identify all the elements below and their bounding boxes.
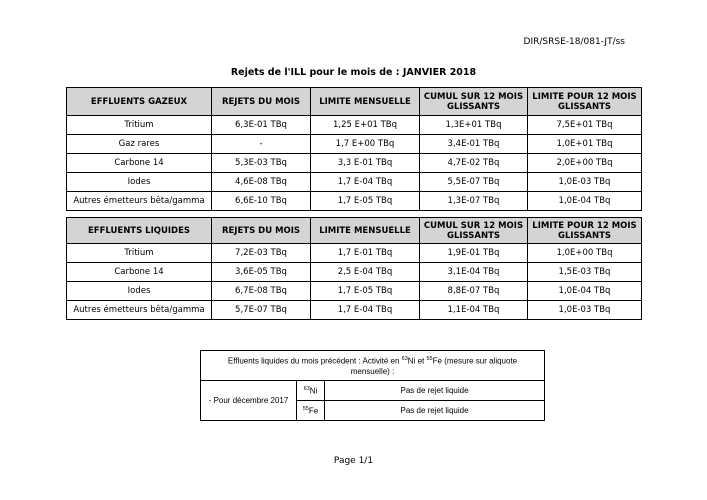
table-cell: 1,7 E-04 TBq [311, 173, 420, 192]
table-cell: 7,2E-03 TBq [212, 244, 311, 263]
table-cell: 1,0E-04 TBq [528, 192, 642, 211]
table-cell: 1,7 E-05 TBq [311, 282, 420, 301]
liquid-header-cell: LIMITE POUR 12 MOIS GLISSANTS [528, 218, 642, 244]
table-cell: Carbone 14 [67, 263, 212, 282]
document-reference: DIR/SRSE-18/081-JT/ss [523, 37, 625, 47]
table-row [67, 263, 642, 282]
fe-symbol: Fe [432, 356, 442, 366]
table-cell: 4,7E-02 TBq [420, 154, 528, 173]
table-cell: 1,3E-07 TBq [420, 192, 528, 211]
table-row [67, 135, 642, 154]
note-and: et [417, 356, 425, 366]
table-cell: 5,3E-03 TBq [212, 154, 311, 173]
note-heading [201, 351, 545, 381]
liquid-header-cell: REJETS DU MOIS [212, 218, 311, 244]
table-cell: 1,0E-04 TBq [528, 282, 642, 301]
table-cell: 5,7E-07 TBq [212, 301, 311, 320]
table-row [67, 301, 642, 320]
gaseous-header-cell: LIMITE MENSUELLE [311, 88, 420, 116]
table-cell: Iodes [67, 173, 212, 192]
page-number: Page 1/1 [333, 456, 374, 466]
table-row [67, 244, 642, 263]
table-cell: 8,8E-07 TBq [420, 282, 528, 301]
gaseous-header-row [67, 88, 642, 116]
ni-mass-number: 63 [401, 355, 408, 362]
table-cell: - [212, 135, 311, 154]
table-cell: 1,0E+01 TBq [528, 135, 642, 154]
table-cell: 3,4E-01 TBq [420, 135, 528, 154]
table-cell: 2,0E+00 TBq [528, 154, 642, 173]
table-cell: Autres émetteurs bêta/gamma [67, 301, 212, 320]
gaseous-header-cell: CUMUL SUR 12 MOIS GLISSANTS [420, 88, 528, 116]
gaseous-effluents-table [66, 87, 642, 211]
liquid-header-row [67, 218, 642, 244]
table-cell: 1,0E-03 TBq [528, 301, 642, 320]
liquid-header-cell: EFFLUENTS LIQUIDES [67, 218, 212, 244]
table-cell: 1,25 E+01 TBq [311, 116, 420, 135]
gaseous-header-cell: LIMITE POUR 12 MOIS GLISSANTS [528, 88, 642, 116]
table-cell: 7,5E+01 TBq [528, 116, 642, 135]
table-cell: 1,5E-03 TBq [528, 263, 642, 282]
ni-symbol: Ni [407, 356, 416, 366]
table-cell: 3,1E-04 TBq [420, 263, 528, 282]
table-cell: 1,7 E-05 TBq [311, 192, 420, 211]
table-cell: 1,9E-01 TBq [420, 244, 528, 263]
table-row [67, 192, 642, 211]
table-cell: Iodes [67, 282, 212, 301]
note-suffix: (mesure sur aliquote mensuelle) : [350, 356, 518, 377]
table-cell: Carbone 14 [67, 154, 212, 173]
table-cell: 4,6E-08 TBq [212, 173, 311, 192]
fe-mass-number: 55 [426, 355, 433, 362]
table-cell: 6,6E-10 TBq [212, 192, 311, 211]
fe-value: Pas de rejet liquide [325, 401, 545, 421]
table-row [67, 154, 642, 173]
table-cell: 3,6E-05 TBq [212, 263, 311, 282]
gaseous-header-cell: EFFLUENTS GAZEUX [67, 88, 212, 116]
liquid-header-cell: LIMITE MENSUELLE [311, 218, 420, 244]
table-cell: 1,7 E+00 TBq [311, 135, 420, 154]
liquid-header-cell: CUMUL SUR 12 MOIS GLISSANTS [420, 218, 528, 244]
page-title: Rejets de l'ILL pour le mois de : JANVIER 2018 [230, 67, 477, 78]
table-row [67, 173, 642, 192]
previous-month-note-table [200, 350, 545, 421]
fe-label: $^{55}$Fe [297, 401, 325, 421]
ni-value: Pas de rejet liquide [325, 381, 545, 401]
table-cell: Autres émetteurs bêta/gamma [67, 192, 212, 211]
table-cell: 6,7E-08 TBq [212, 282, 311, 301]
table-row [67, 282, 642, 301]
table-cell: Gaz rares [67, 135, 212, 154]
table-cell: 1,1E-04 TBq [420, 301, 528, 320]
note-period: - Pour décembre 2017 [201, 381, 297, 421]
table-cell: 1,0E-03 TBq [528, 173, 642, 192]
table-cell: 5,5E-07 TBq [420, 173, 528, 192]
ni-label: $^{63}$Ni [297, 381, 325, 401]
table-cell: Tritium [67, 116, 212, 135]
table-cell: 3,3 E-01 TBq [311, 154, 420, 173]
gaseous-header-cell: REJETS DU MOIS [212, 88, 311, 116]
note-intro: Effluents liquides du mois précédent : Activité en [227, 356, 400, 366]
table-cell: 1,3E+01 TBq [420, 116, 528, 135]
table-cell: 1,0E+00 TBq [528, 244, 642, 263]
table-cell: 1,7 E-04 TBq [311, 301, 420, 320]
table-cell: 6,3E-01 TBq [212, 116, 311, 135]
table-cell: 2,5 E-04 TBq [311, 263, 420, 282]
liquid-effluents-table [66, 217, 642, 320]
table-cell: Tritium [67, 244, 212, 263]
table-row [67, 116, 642, 135]
table-cell: 1,7 E-01 TBq [311, 244, 420, 263]
